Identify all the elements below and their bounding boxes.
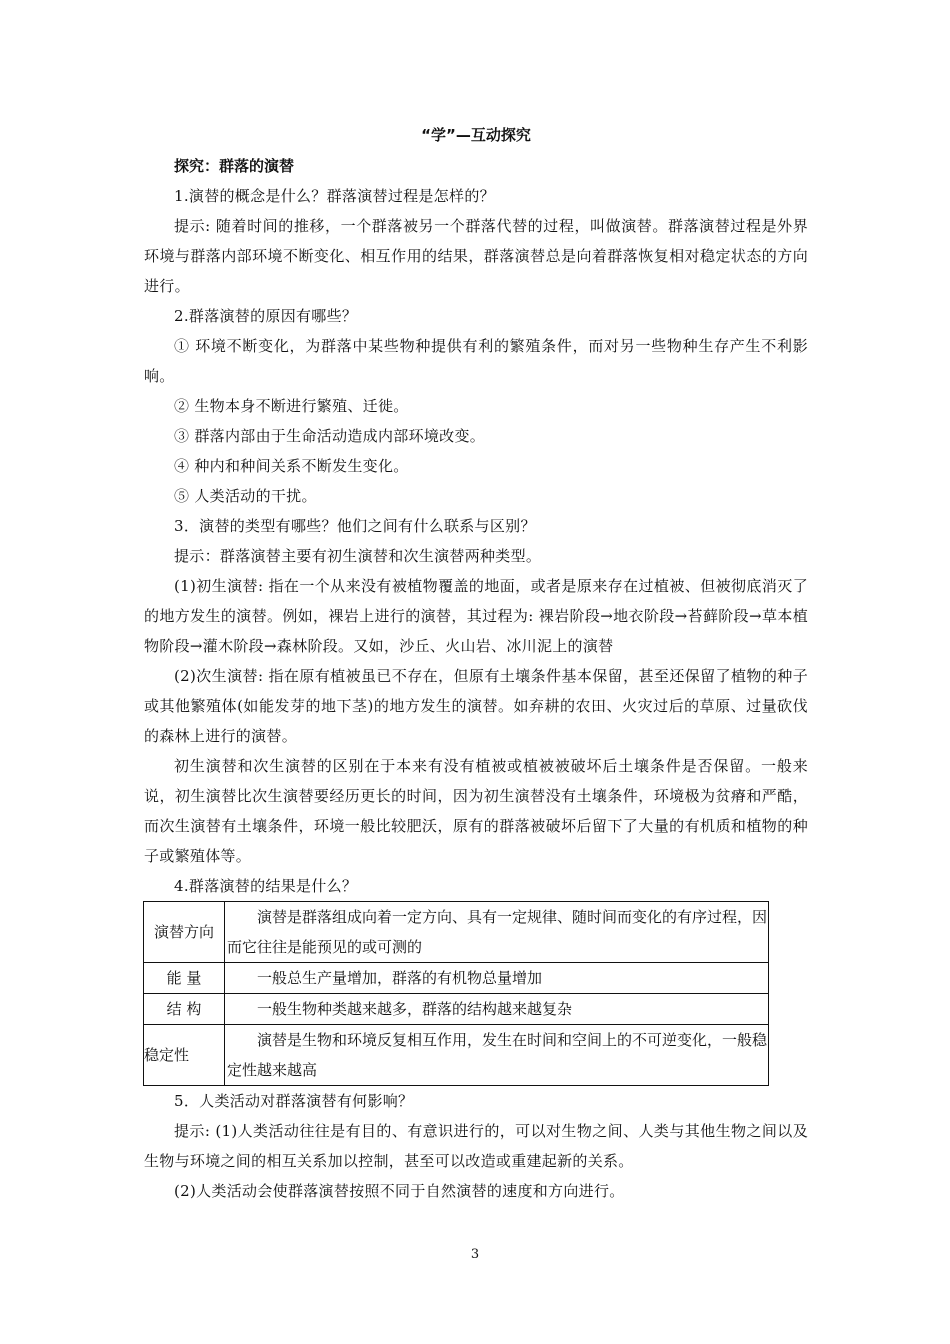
table-row xyxy=(144,1025,769,1086)
table-key-cell: 稳定性 xyxy=(144,1025,225,1086)
table-value-cell: 一般总生产量增加，群落的有机物总量增加 xyxy=(225,963,769,994)
table-key-cell: 结 构 xyxy=(144,994,225,1025)
question-3: 3．演替的类型有哪些？他们之间有什么联系与区别？ xyxy=(174,517,536,535)
table-key-cell: 演替方向 xyxy=(144,902,225,963)
table-value-cell: 演替是群落组成向着一定方向、具有一定规律、随时间而变化的有序过程，因而它往往是能预见的或可测的 xyxy=(225,902,769,963)
table-value-cell: 一般生物种类越来越多，群落的结构越来越复杂 xyxy=(225,994,769,1025)
table-row xyxy=(144,902,769,963)
reason-3: ③ 群落内部由于生命活动造成内部环境改变。 xyxy=(174,427,486,445)
question-4: 4.群落演替的结果是什么？ xyxy=(174,877,358,895)
answer-5-2: (2)人类活动会使群落演替按照不同于自然演替的速度和方向进行。 xyxy=(174,1182,625,1200)
table-key-cell: 能 量 xyxy=(144,963,225,994)
reason-1: ① 环境不断变化，为群落中某些物种提供有利的繁殖条件，而对另一些物种生存产生不利影响。 xyxy=(144,337,808,385)
succession-result-table xyxy=(143,901,769,1086)
answer-1: 提示: 随着时间的推移，一个群落被另一个群落代替的过程，叫做演替。群落演替过程是外界环境与群落内部环境不断变化、相互作用的结果，群落演替总是向着群落恢复相对稳定状态的方向进行。 xyxy=(144,217,808,295)
secondary-succession: (2)次生演替: 指在原有植被虽已不存在，但原有土壤条件基本保留，甚至还保留了植物的种子或其他繁殖体(如能发芽的地下茎)的地方发生的演替。如弃耕的农田、火灾过后的草原、过量砍伐的森林上进行的演替。 xyxy=(144,667,808,745)
question-5: 5．人类活动对群落演替有何影响？ xyxy=(174,1092,414,1110)
primary-succession: (1)初生演替: 指在一个从来没有被植物覆盖的地面，或者是原来存在过植被、但被彻底消灭了的地方发生的演替。例如，裸岩上进行的演替，其过程为: 裸岩阶段→地衣阶段→苔藓阶段→草本植物阶段→灌木阶段→森林阶段。又如，沙丘、火山岩、冰川泥上的演替 xyxy=(144,577,808,655)
reason-4: ④ 种内和种间关系不断发生变化。 xyxy=(174,457,409,475)
question-1: 1.演替的概念是什么？群落演替过程是怎样的？ xyxy=(174,187,495,205)
table-row xyxy=(144,963,769,994)
succession-difference: 初生演替和次生演替的区别在于本来有没有植被或植被被破坏后土壤条件是否保留。一般来说，初生演替比次生演替要经历更长的时间，因为初生演替没有土壤条件，环境极为贫瘠和严酷，而次生演替有土壤条件，环境一般比较肥沃，原有的群落被破坏后留下了大量的有机质和植物的种子或繁殖体等。 xyxy=(144,757,808,865)
answer-5-1: 提示: (1)人类活动往往是有目的、有意识进行的，可以对生物之间、人类与其他生物之间以及生物与环境之间的相互关系加以控制，甚至可以改造或重建起新的关系。 xyxy=(144,1122,808,1170)
document-page xyxy=(144,120,808,1206)
page-title: “学”—互动探究 xyxy=(421,126,531,144)
table-row xyxy=(144,994,769,1025)
table-value-cell: 演替是生物和环境反复相互作用，发生在时间和空间上的不可逆变化，一般稳定性越来越高 xyxy=(225,1025,769,1086)
section-heading: 探究：群落的演替 xyxy=(174,157,295,175)
reason-5: ⑤ 人类活动的干扰。 xyxy=(174,487,317,505)
question-2: 2.群落演替的原因有哪些？ xyxy=(174,307,358,325)
page-number: 3 xyxy=(470,1247,480,1262)
reason-2: ② 生物本身不断进行繁殖、迁徙。 xyxy=(174,397,409,415)
answer-3-intro: 提示：群落演替主要有初生演替和次生演替两种类型。 xyxy=(174,547,542,565)
